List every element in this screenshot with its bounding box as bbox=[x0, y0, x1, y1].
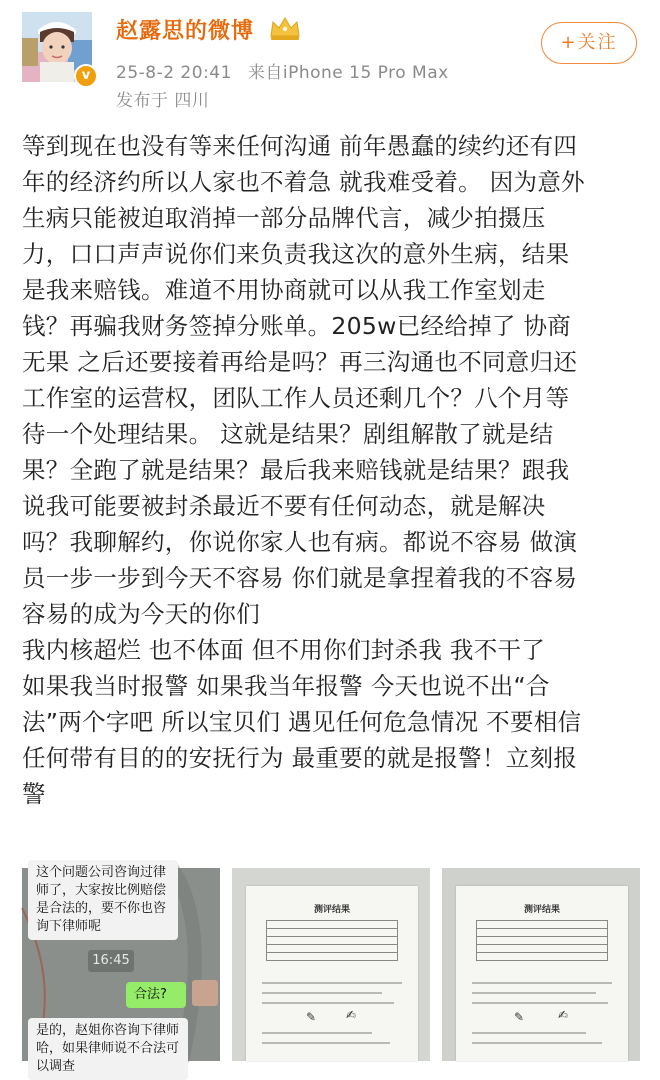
post-line: 我内核超烂 也不体面 但不用你们封杀我 我不干了 bbox=[22, 636, 546, 664]
post-location: 发布于 四川 bbox=[116, 91, 210, 111]
document-line bbox=[472, 1032, 586, 1034]
post-line: 力，口口声声说你们来负责我这次的意外生病，结果 bbox=[22, 240, 570, 268]
post-line: 生病只能被迫取消掉一部分品牌代言，减少拍摄压 bbox=[22, 204, 546, 232]
document-line bbox=[472, 992, 596, 994]
post-image-document[interactable] bbox=[232, 868, 430, 1061]
post-line: 是我来赔钱。难道不用协商就可以从我工作室划走 bbox=[22, 276, 546, 304]
post-meta bbox=[116, 58, 459, 83]
post-image-grid bbox=[22, 865, 640, 1074]
signature-mark: ✍ bbox=[346, 1008, 357, 1022]
post-line: 容易的成为今天的你们 bbox=[22, 600, 260, 628]
document-line bbox=[472, 1002, 608, 1004]
post-line: 工作室的运营权，团队工作人员还剩几个？八个月等 bbox=[22, 384, 570, 412]
post-body bbox=[22, 128, 642, 812]
document-line bbox=[262, 1002, 394, 1004]
post-header bbox=[0, 0, 660, 120]
post-line: 警 bbox=[22, 780, 46, 808]
post-line: 员一步一步到今天不容易 你们就是拿捏着我的不容易 bbox=[22, 564, 578, 592]
chat-message-sent: 合法? bbox=[126, 982, 186, 1008]
document-line bbox=[472, 982, 612, 984]
post-source: 来自iPhone 15 Pro Max bbox=[247, 63, 449, 83]
post-line: 说我可能要被封杀最近不要有任何动态，就是解决 bbox=[22, 492, 546, 520]
verified-badge-icon: v bbox=[74, 64, 98, 88]
post-line: 如果我当时报警 如果我当年报警 今天也说不出“合 bbox=[22, 672, 550, 700]
post-line: 待一个处理结果。 这就是结果？剧组解散了就是结 bbox=[22, 420, 554, 448]
post-line: 吗？我聊解约，你说你家人也有病。都说不容易 做演 bbox=[22, 528, 578, 556]
post-image-chat[interactable] bbox=[22, 865, 220, 1074]
signature-mark: ✍ bbox=[558, 1008, 569, 1022]
signature-mark: ✎ bbox=[514, 1010, 525, 1024]
document-line bbox=[262, 982, 402, 984]
post-line: 任何带有目的的安抚行为 最重要的就是报警！立刻报 bbox=[22, 744, 578, 772]
post-date: 25-8-2 20:41 bbox=[116, 63, 232, 83]
chat-message-received: 是的，赵姐你咨询下律师哈，如果律师说不合法可以调查 bbox=[28, 1018, 188, 1080]
post-line: 无果 之后还要接着再给是吗？再三沟通也不同意归还 bbox=[22, 348, 578, 376]
document-page bbox=[456, 886, 628, 1061]
document-table bbox=[266, 920, 398, 961]
signature-mark: ✎ bbox=[306, 1010, 317, 1024]
chat-timestamp: 16:45 bbox=[88, 950, 134, 972]
post-line: 年的经济约所以人家也不着急 就我难受着。 因为意外 bbox=[22, 168, 585, 196]
document-table bbox=[476, 920, 608, 961]
post-line: 等到现在也没有等来任何沟通 前年愚蠢的续约还有四 bbox=[22, 132, 578, 160]
document-title: 测评结果 bbox=[313, 905, 350, 915]
crown-icon bbox=[268, 14, 302, 42]
follow-button[interactable]: +关注 bbox=[541, 22, 637, 64]
document-page bbox=[246, 886, 418, 1061]
document-line bbox=[472, 1042, 602, 1044]
document-line bbox=[262, 992, 382, 994]
document-line bbox=[262, 1032, 372, 1034]
chat-message-received: 这个问题公司咨询过律师了，大家按比例赔偿是合法的，要不你也咨询下律师呢 bbox=[28, 860, 178, 940]
post-line: 果？全跑了就是结果？最后我来赔钱就是结果？跟我 bbox=[22, 456, 570, 484]
post-image-document[interactable] bbox=[442, 868, 640, 1061]
document-line bbox=[262, 1042, 390, 1044]
post-line: 钱？再骗我财务签掉分账单。205w已经给掉了 协商 bbox=[22, 312, 572, 340]
post-line: 法”两个字吧 所以宝贝们 遇见任何危急情况 不要相信 bbox=[22, 708, 582, 736]
username[interactable]: 赵露思的微博 bbox=[116, 19, 255, 44]
document-title: 测评结果 bbox=[523, 905, 560, 915]
chat-avatar bbox=[192, 980, 218, 1006]
